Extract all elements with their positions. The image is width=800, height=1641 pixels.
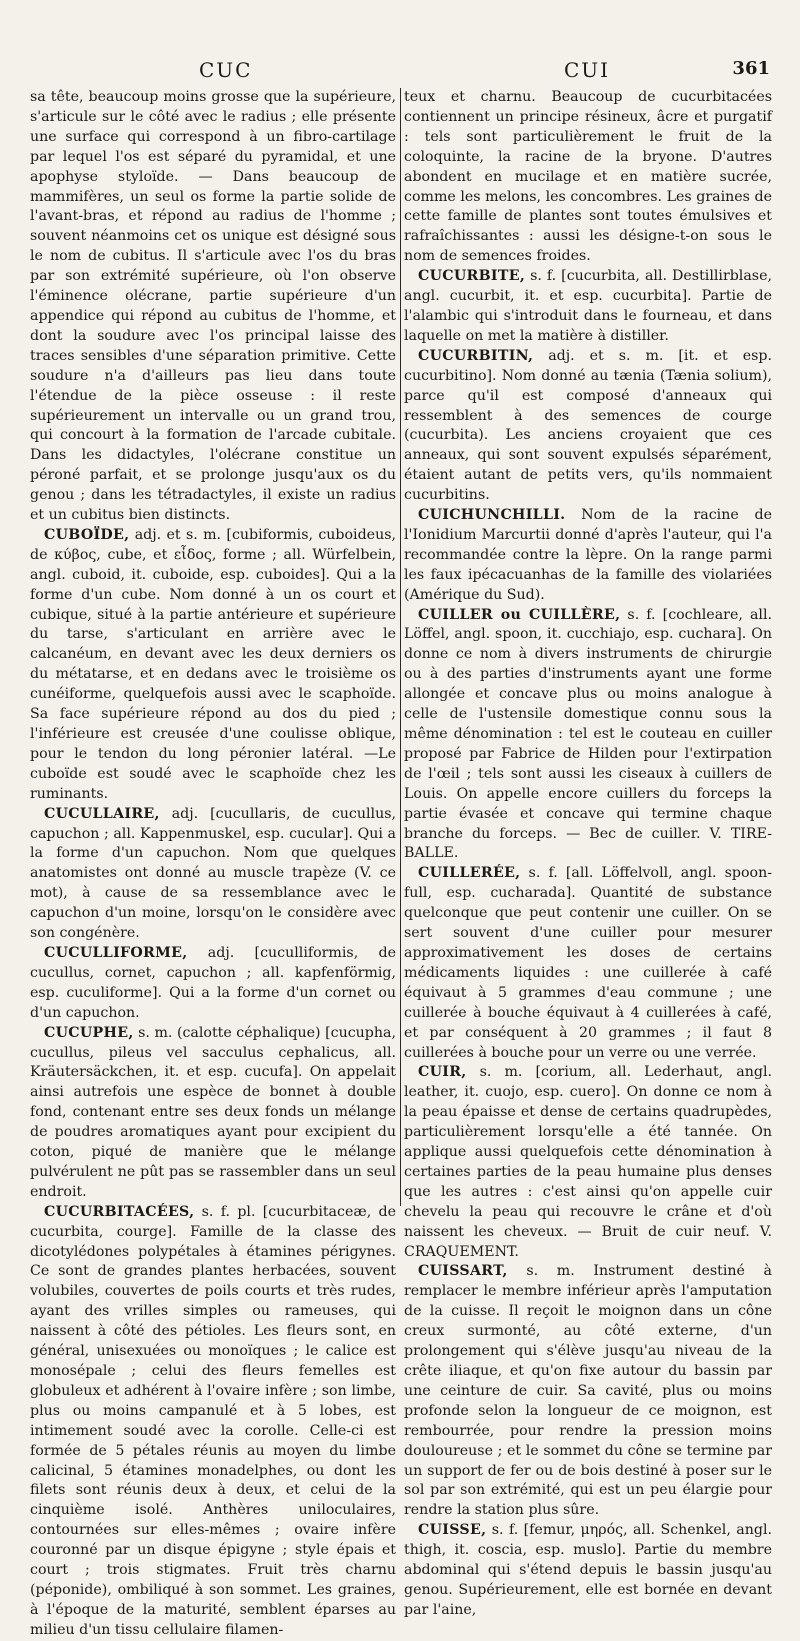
entry-body: adj. et s. m. [cubiformis, cuboideus, de κύβος, cube, et εἶδος, forme ; all. Würfelbein, angl. cuboid, it. cuboide, esp. cuboides]. Qui a la forme d'un cube. Nom donné à un os court et cubique, situé à la partie antérieure et supérieure du tarse, s'articulant en arrière avec le calcanéum, en devant avec les deux derniers os du métatarse, et en dedans avec le troisième os cunéiforme, quelquefois aussi avec le scaphoïde. Sa face supérieure répond au dos du pied ; l'inférieure est creusée d'une coulisse oblique, pour le tendon du long péronier latéral. —Le cuboïde est soudé avec le scaphoïde chez les ruminants. (30, 526, 396, 802)
dictionary-entry (30, 1203, 396, 1641)
entry-body: adj. et s. m. [it. et esp. cucurbitino]. Nom donné au tænia (Tænia solium), parce qu'il est composé d'anneaux qui ressemblent à des semences de courge (cucurbita). Les anciens croyaient que ces anneaux, qui sont souvent expulsés séparément, étaient autant de petits vers, qu'ils nommaient cucurbitins. (404, 347, 772, 504)
dictionary-entry (404, 864, 772, 1063)
dictionary-entry (30, 88, 396, 526)
dictionary-entry (30, 1024, 396, 1203)
dictionary-entry (404, 1063, 772, 1262)
entry-body: adj. [cucullaris, de cucullus, capuchon ; all. Kappenmuskel, esp. cucular]. Qui a la forme d'un capuchon. Nom que quelques anatomistes ont donné au muscle trapèze (V. ce mot), à cause de sa ressemblance avec le capuchon d'un moine, lorsqu'on le considère avec son congénère. (30, 805, 396, 942)
entry-headword: CUILLERÉE, (418, 865, 521, 882)
dictionary-entry (30, 944, 396, 1024)
entry-headword: CUCULLAIRE, (44, 805, 160, 822)
dictionary-entry (404, 506, 772, 606)
dictionary-entry (404, 88, 772, 267)
entry-body: s. m. [corium, all. Lederhaut, angl. leather, it. cuojo, esp. cuero]. On donne ce nom à la peau épaisse et dense de certains quadrupèdes, particulièrement lorsqu'elle a été tannée. On applique aussi quelquefois cette dénomination à certaines parties de la peau humaine plus denses que les autres : c'est ainsi qu'on appelle cuir chevelu la peau qui recouvre le crâne et d'où naissent les cheveux. — Bruit de cuir neuf. V. CRAQUEMENT. (404, 1064, 772, 1260)
entry-body: sa tête, beaucoup moins grosse que la supérieure, s'articule sur le côté avec le radius ; elle présente une surface qui correspond à un fibro-cartilage par lequel l'os est séparé du pyramidal, et une apophyse styloïde. — Dans beaucoup de mammifères, un seul os forme la partie solide de l'avant-bras, et répond au radius de l'homme ; souvent néanmoins cet os unique est désigné sous le nom de cubitus. Il s'articule avec l'os du bras par son extrémité supérieure, où l'on observe l'éminence olécrane, partie supérieure d'un appendice qui répond au cubitus de l'homme, et dont la soudure avec l'os principal laisse des traces sensibles d'une séparation primitive. Cette soudure n'a d'ailleurs pas lieu dans toute l'étendue de la pièce osseuse : il reste supérieurement un intervalle ou un grand trou, qui concourt à la formation de l'arcade cubitale. Dans les didactyles, l'olécrane constitue un péroné parfait, et se prolonge jusqu'aux os du genou ; dans les tétradactyles, il existe un radius et un cubitus bien distincts. (30, 89, 396, 524)
dictionary-entry (404, 347, 772, 506)
entry-headword: CUCUPHE, (44, 1024, 134, 1041)
entry-body: s. f. [all. Löffelvoll, angl. spoon-full, esp. cucharada]. Quantité de substance quelconque que peut contenir une cuiller. On se sert souvent d'une cuiller pour mesurer approximativement les doses de certains médicaments liquides : une cuillerée à café équivaut à 5 grammes d'eau commune ; une cuillerée à bouche équivaut à 4 cuillerées à café, et par conséquent à 20 grammes ; il faut 8 cuillerées à bouche pour un verre ou une verrée. (404, 865, 772, 1061)
entry-headword: CUBOÏDE, (44, 526, 130, 543)
entry-headword: CUILLER ou CUILLÈRE, (418, 606, 621, 623)
entry-body: s. m. (calotte céphalique) [cucupha, cucullus, pileus vel sacculus cephalicus, all. Kräutersäckchen, it. et esp. cucufa]. On appelait ainsi autrefois une espèce de bonnet à double fond, contenant entre ses deux fonds un mélange de poudres aromatiques ayant pour excipient du coton, piqué de manière que le mélange pulvérulent ne pût pas se rassembler dans un seul endroit. (30, 1024, 396, 1200)
entry-headword: CUICHUNCHILLI. (418, 507, 566, 524)
entry-headword: CUCURBITIN, (418, 347, 534, 364)
dictionary-entry (404, 1262, 772, 1521)
entry-body: s. f. [cucurbita, all. Destillirblase, angl. cucurbit, it. et esp. cucurbita]. Partie de l'alambic qui s'introduit dans le fourneau, et dans laquelle on met la matière à distiller. (404, 268, 772, 344)
running-head-right: CUI (564, 58, 611, 82)
entry-headword: CUISSART, (418, 1263, 508, 1280)
entry-headword: CUISSE, (418, 1522, 487, 1539)
dictionary-entry (404, 606, 772, 865)
entry-headword: CUIR, (418, 1064, 467, 1081)
entry-body: teux et charnu. Beaucoup de cucurbitacées contiennent un principe résineux, âcre et purgatif : tels sont particulièrement le fruit de la coloquinte, la racine de la bryone. D'autres abondent en mucilage et en matière sucrée, comme les melons, les concombres. Les graines de cette famille de plantes sont toutes émulsives et rafraîchissantes : aussi les désigne-t-on sous le nom de semences froides. (404, 89, 772, 265)
left-column (30, 88, 396, 1638)
right-column (404, 88, 772, 1618)
column-divider (400, 88, 401, 1206)
entry-headword: CUCURBITE, (418, 268, 526, 285)
entry-body: s. f. [cochleare, all. Löffel, angl. spoon, it. cucchiajo, esp. cuchara]. On donne ce nom à divers instruments de chirurgie ou à des parties d'instruments ayant une forme allongée et concave plus ou moins analogue à celle de l'ustensile domestique connu sous la même dénomination : tel est le couteau en cuiller proposé par Fabrice de Hilden pour l'extirpation de l'œil ; tels sont aussi les ciseaux à cuillers de Louis. On appelle encore cuillers du forceps la partie évasée et concave qui termine chaque branche du forceps. — Bec de cuiller. V. TIRE-BALLE. (404, 606, 772, 862)
entry-headword: CUCULLIFORME, (44, 944, 188, 961)
running-head-left: CUC (199, 58, 253, 82)
entry-body: s. f. pl. [cucurbitaceæ, de cucurbita, courge]. Famille de la classe des dicotylédones polypétales à étamines périgynes. Ce sont de grandes plantes herbacées, souvent volubiles, couvertes de poils courts et très rudes, ayant des vrilles simples ou rameuses, qui naissent à côté des pétioles. Les fleurs sont, en général, unisexuées ou monoïques ; le calice est monosépale ; celui des fleurs femelles est globuleux et adhérent à l'ovaire infère ; son limbe, plus ou moins campanulé et à 5 lobes, est intimement soudé avec la corolle. Celle-ci est formée de 5 pétales réunis au moyen du limbe calicinal, 5 étamines monadelphes, ou dont les filets sont réunis deux à deux, et celui de la cinquième isolé. Anthères uniloculaires, contournées sur elles-mêmes ; ovaire infère couronné par un disque épigyne ; style épais et court ; trois stigmates. Fruit très charnu (péponide), ombiliqué à son sommet. Les graines, à l'époque de la maturité, semblent éparses au milieu d'un tissu cellulaire filamen- (30, 1203, 396, 1638)
entry-body: s. m. Instrument destiné à remplacer le membre inférieur après l'amputation de la cuisse. Il reçoit le moignon dans un cône creux surmonté, au côté externe, d'un prolongement qui s'élève jusqu'au niveau de la crête iliaque, et qu'on fixe autour du bassin par une ceinture de cuir. Sa cavité, plus ou moins profonde selon la longueur de ce moignon, est rembourrée, pour rendre la pression moins douloureuse ; et le sommet du cône se termine par un support de fer ou de bois destiné à poser sur le sol par son extrémité, qui est un peu élargie pour rendre la station plus sûre. (404, 1263, 772, 1519)
dictionary-entry (404, 1521, 772, 1621)
entry-body: adj. [cuculliformis, de cucullus, cornet, capuchon ; all. kapfenförmig, esp. cuculiforme]. Qui a la forme d'un cornet ou d'un capuchon. (30, 944, 396, 1021)
page-number: 361 (732, 58, 770, 79)
page-header (34, 58, 770, 86)
entry-body: Nom de la racine de l'Ionidium Marcurtii donné d'après l'auteur, qui l'a recommandée contre la lèpre. On la range parmi les faux ipécacuanhas de la famille des violariées (Amérique du Sud). (404, 507, 772, 603)
dictionary-entry (30, 526, 396, 805)
entry-body: s. f. [femur, μηρός, all. Schenkel, angl. thigh, it. coscia, esp. muslo]. Partie du membre abdominal qui s'étend depuis le bassin jusqu'au genou. Supérieurement, elle est bornée en devant par l'aine, (404, 1522, 772, 1618)
dictionary-entry (404, 267, 772, 347)
entry-headword: CUCURBITACÉES, (44, 1203, 195, 1220)
dictionary-entry (30, 805, 396, 944)
